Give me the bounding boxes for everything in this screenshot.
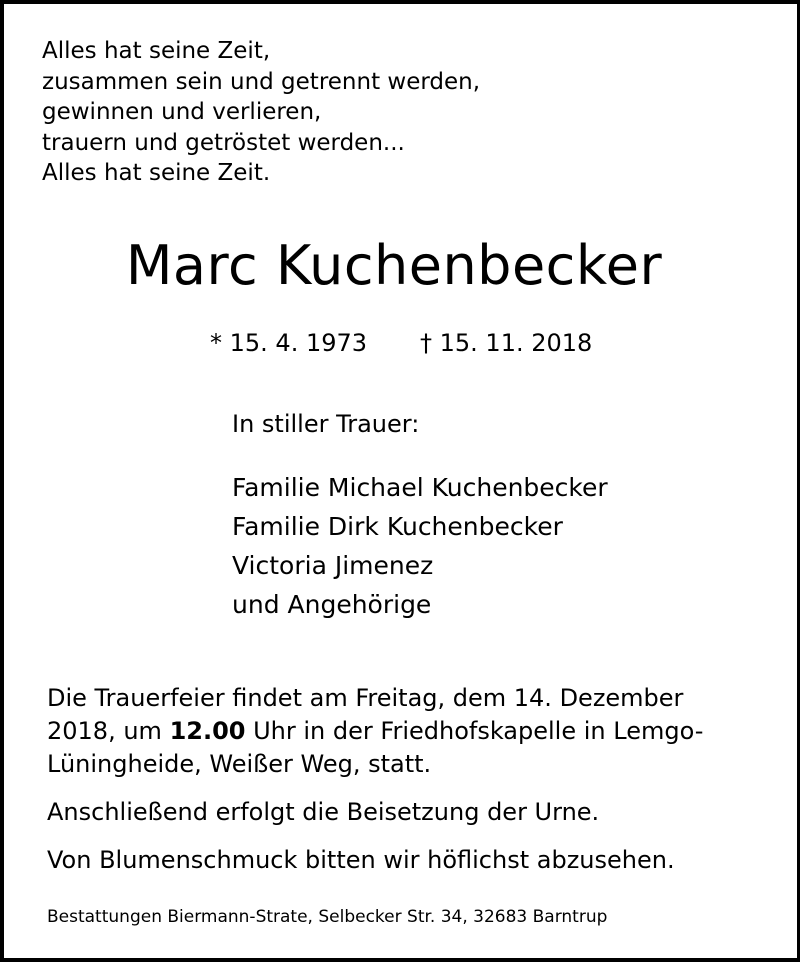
mourner-name: und Angehörige bbox=[232, 590, 432, 619]
flowers-request-text: Von Blumenschmuck bitten wir höflichst abzusehen. bbox=[47, 846, 675, 874]
ceremony-info bbox=[47, 682, 703, 781]
urn-burial-text: Anschließend erfolgt die Beisetzung der Urne. bbox=[47, 798, 600, 826]
poem-line: zusammen sein und getrennt werden, bbox=[42, 68, 481, 95]
poem-line: Alles hat seine Zeit, bbox=[42, 38, 271, 64]
ceremony-text: 2018, um bbox=[47, 717, 170, 745]
mourner-name: Familie Dirk Kuchenbecker bbox=[232, 512, 563, 541]
poem-line: trauern und getröstet werden... bbox=[42, 129, 405, 156]
death-date: † 15. 11. 2018 bbox=[420, 329, 593, 357]
poem bbox=[42, 36, 480, 189]
ceremony-text: Uhr in der Friedhofskapelle in Lemgo- bbox=[245, 717, 704, 745]
poem-line: gewinnen und verlieren, bbox=[42, 99, 322, 125]
mourner-name: Familie Michael Kuchenbecker bbox=[232, 473, 608, 502]
deceased-name: Marc Kuchenbecker bbox=[125, 234, 663, 297]
ceremony-line: Die Trauerfeier findet am Freitag, dem 14. Dezember bbox=[47, 684, 684, 712]
ceremony-time: 12.00 bbox=[169, 717, 246, 745]
poem-line: Alles hat seine Zeit. bbox=[42, 160, 271, 186]
ceremony-line bbox=[47, 715, 703, 748]
mourner-name: Victoria Jimenez bbox=[232, 551, 434, 580]
ceremony-line: Lüningheide, Weißer Weg, statt. bbox=[47, 750, 432, 778]
mourning-label: In stiller Trauer: bbox=[232, 410, 420, 438]
funeral-home-footer: Bestattungen Biermann-Strate, Selbecker Str. 34, 32683 Barntrup bbox=[47, 907, 608, 927]
mourners-list bbox=[232, 468, 608, 624]
birth-date: * 15. 4. 1973 bbox=[210, 329, 368, 357]
